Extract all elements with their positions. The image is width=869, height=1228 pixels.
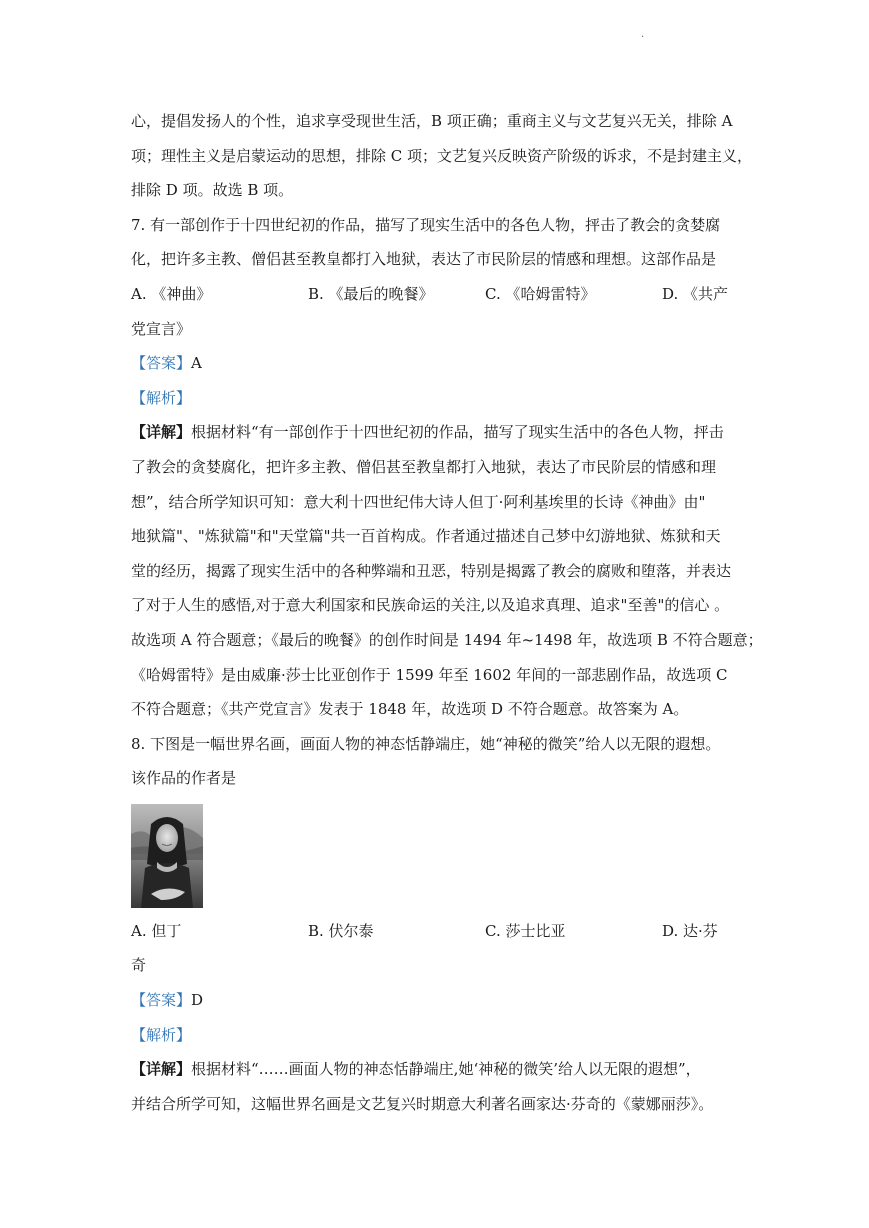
detail-line: 《哈姆雷特》是由威廉·莎士比亚创作于 1599 年至 1602 年间的一部悲剧作品，故选项 C [131,665,728,684]
option-d: D. 达·芬 [662,921,718,940]
analysis-tag: 【解析】 [131,388,192,407]
detail-line: 了对于人生的感悟,对于意大利国家和民族命运的关注,以及追求真理、追求"至善"的信心 。 [131,596,730,615]
option-a: A. 《神曲》 [131,284,212,303]
question-7 [131,208,763,727]
option-b: B. 《最后的晚餐》 [308,284,434,303]
page-content [131,104,763,1121]
analysis-line [131,1018,737,1053]
analysis-tag: 【解析】 [131,1025,192,1044]
option-a: A. 但丁 [131,921,182,940]
question-stem-line: 7. 有一部创作于十四世纪初的作品，描写了现实生活中的各色人物，抨击了教会的贪婪腐 [131,215,721,234]
detail-line: 并结合所学可知，这幅世界名画是文艺复兴时期意大利著名画家达·芬奇的《蒙娜丽莎》。 [131,1094,714,1113]
options-row [131,277,737,312]
header-mark: · [641,32,645,43]
answer-tag: 【答案】 [131,354,192,373]
text-line: 排除 D 项。故选 B 项。 [131,181,294,200]
detail-line: 想”，结合所学知识可知：意大利十四世纪伟大诗人但丁·阿利基埃里的长诗《神曲》由" [131,492,706,511]
detail-line: 了教会的贪婪腐化，把许多主教、僧侣甚至教皇都打入地狱，表达了市民阶层的情感和理 [131,457,717,476]
detail-tag: 【详解】 [131,423,192,442]
detail-text: 根据材料“……画面人物的神态恬静端庄,她‘神秘的微笑’给人以无限的遐想”， [191,1060,701,1079]
option-wrap-line: 奇 [131,956,147,975]
question-8 [131,727,737,1122]
detail-tag: 【详解】 [131,1060,192,1079]
detail-text: 根据材料“有一部创作于十四世纪初的作品，描写了现实生活中的各色人物，抨击 [191,423,724,442]
question-stem-line: 化，把许多主教、僧侣甚至教皇都打入地狱，表达了市民阶层的情感和理想。这部作品是 [131,250,717,269]
detail-line [131,415,737,450]
text-line: 心，提倡发扬人的个性，追求享受现世生活，B 项正确；重商主义与文艺复兴无关，排除 A [131,112,733,130]
answer-tag: 【答案】 [131,991,192,1010]
option-c: C. 《哈姆雷特》 [485,284,596,303]
intro-block [131,104,753,208]
detail-line: 堂的经历，揭露了现实生活中的各种弊端和丑恶，特别是揭露了教会的腐败和堕落，并表达 [131,561,732,580]
options-row [131,914,737,949]
analysis-line [131,381,737,416]
question-stem-line: 该作品的作者是 [131,769,237,788]
portrait-image [131,804,203,908]
mona-lisa-painting [131,804,203,908]
option-d: D. 《共产 [662,284,729,303]
detail-line [131,1052,737,1087]
answer-line [131,346,737,381]
detail-line: 不符合题意；《共产党宣言》发表于 1848 年，故选项 D 不符合题意。故答案为 A。 [131,700,689,719]
option-b: B. 伏尔泰 [308,921,374,940]
detail-line: 地狱篇"、"炼狱篇"和"天堂篇"共一百首构成。作者通过描述自己梦中幻游地狱、炼狱和天 [131,527,721,546]
text-line: 项；理性主义是启蒙运动的思想，排除 C 项；文艺复兴反映资产阶级的诉求，不是封建主义， [131,146,753,165]
option-wrap-line: 党宣言》 [131,319,192,338]
answer-value: D [191,991,204,1010]
detail-line: 故选项 A 符合题意；《最后的晚餐》的创作时间是 1494 年~1498 年，故选项 B 不符合题意； [131,630,763,649]
question-stem-line: 8. 下图是一幅世界名画，画面人物的神态恬静端庄，她“神秘的微笑”给人以无限的遐想。 [131,734,721,753]
answer-line [131,983,737,1018]
option-c: C. 莎士比亚 [485,921,566,940]
answer-value: A [191,354,202,373]
